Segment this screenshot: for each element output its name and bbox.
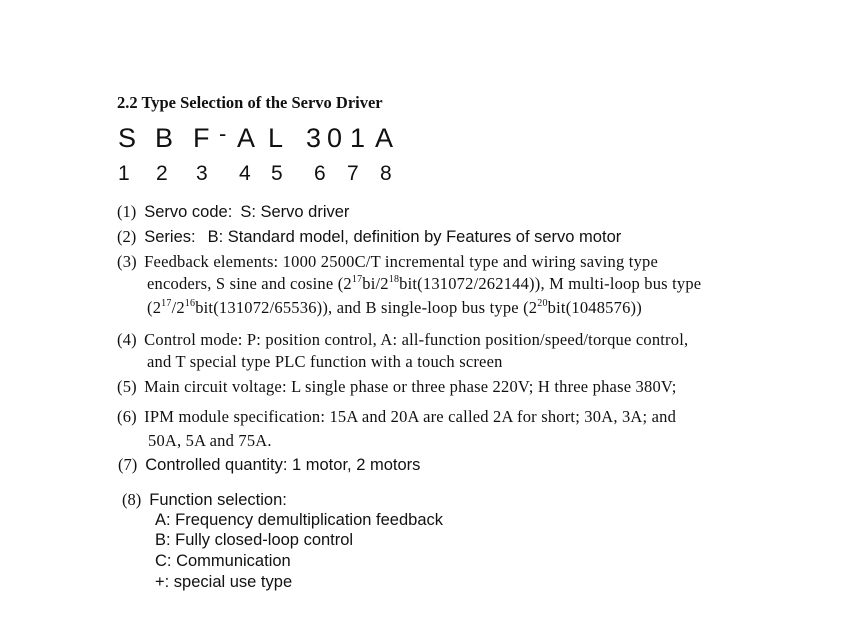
item-number: (1) [117, 202, 137, 221]
position-number: 2 [156, 162, 168, 185]
position-number: 8 [380, 162, 392, 185]
item-label: Series: [144, 228, 196, 246]
section-heading: 2.2 Type Selection of the Servo Driver [117, 93, 383, 112]
item-number: (6) [117, 407, 137, 426]
superscript: 20 [537, 298, 548, 309]
function-option: C: Communication [155, 552, 291, 570]
item-feedback-line-2 [147, 274, 701, 294]
superscript: 17 [351, 274, 363, 285]
item-number: (3) [117, 252, 137, 271]
function-option: B: Fully closed-loop control [155, 531, 354, 549]
item-text: IPM module specification: 15A and 20A are called 2A for short; 30A, 3A; and [144, 407, 677, 426]
text-run: bi/2 [362, 274, 389, 293]
function-option: +: special use type [155, 573, 293, 591]
item-label: Function selection: [149, 491, 287, 509]
item-number: (8) [122, 490, 142, 509]
item-ipm-module-line-1 [117, 407, 676, 427]
position-number: 1 [118, 162, 130, 185]
item-series [117, 227, 621, 247]
model-code-char: S [118, 123, 137, 153]
item-ipm-module-line-2: 50A, 5A and 75A. [148, 431, 272, 450]
item-label: Servo code: [144, 203, 233, 221]
item-text: Feedback elements: 1000 2500C/T incremental type and wiring saving type [144, 252, 658, 271]
position-number: 5 [271, 162, 283, 185]
model-code-char: 3 [306, 123, 322, 153]
function-option: A: Frequency demultiplication feedback [155, 511, 443, 529]
text-run: bit(1048576)) [547, 298, 642, 317]
item-number: (4) [117, 330, 137, 349]
model-code-char: A [237, 123, 256, 153]
item-text: Main circuit voltage: L single phase or three phase 220V; H three phase 380V; [144, 377, 677, 396]
model-code-char: F [193, 123, 210, 153]
model-code-char: 0 [327, 123, 343, 153]
item-function-selection [122, 490, 287, 510]
model-code-char: B [155, 123, 174, 153]
item-number: (7) [118, 455, 138, 474]
model-code-char: 1 [350, 123, 366, 153]
text-run: /2 [171, 298, 185, 317]
position-number: 7 [347, 162, 359, 185]
model-code-char: A [375, 123, 394, 153]
position-number: 6 [314, 162, 326, 185]
text-run: (2 [147, 298, 162, 317]
item-number: (2) [117, 227, 137, 246]
item-servo-code [117, 202, 349, 222]
superscript: 17 [161, 298, 172, 309]
item-control-mode-line-2: and T special type PLC function with a touch screen [147, 352, 503, 371]
item-value: S: Servo driver [240, 203, 350, 221]
item-text: Controlled quantity: 1 motor, 2 motors [145, 456, 421, 474]
model-code-dash: - [219, 121, 227, 146]
text-run: bit(131072/65536)), and B single-loop bus type (2 [195, 298, 538, 317]
model-code-char: L [268, 123, 284, 153]
item-feedback-line-3 [147, 298, 642, 318]
item-feedback-line-1 [117, 252, 658, 272]
item-controlled-quantity [118, 455, 420, 475]
text-run: bit(131072/262144)), M multi-loop bus type [399, 274, 702, 293]
superscript: 18 [388, 274, 400, 285]
item-main-circuit-voltage [117, 377, 677, 397]
position-number: 3 [196, 162, 208, 185]
item-text: Control mode: P: position control, A: all-function position/speed/torque control, [144, 330, 689, 349]
item-value: B: Standard model, definition by Features of servo motor [207, 228, 622, 246]
item-number: (5) [117, 377, 137, 396]
superscript: 16 [184, 298, 196, 309]
position-number: 4 [239, 162, 251, 185]
item-control-mode-line-1 [117, 330, 688, 350]
text-run: encoders, S sine and cosine (2 [147, 274, 352, 293]
